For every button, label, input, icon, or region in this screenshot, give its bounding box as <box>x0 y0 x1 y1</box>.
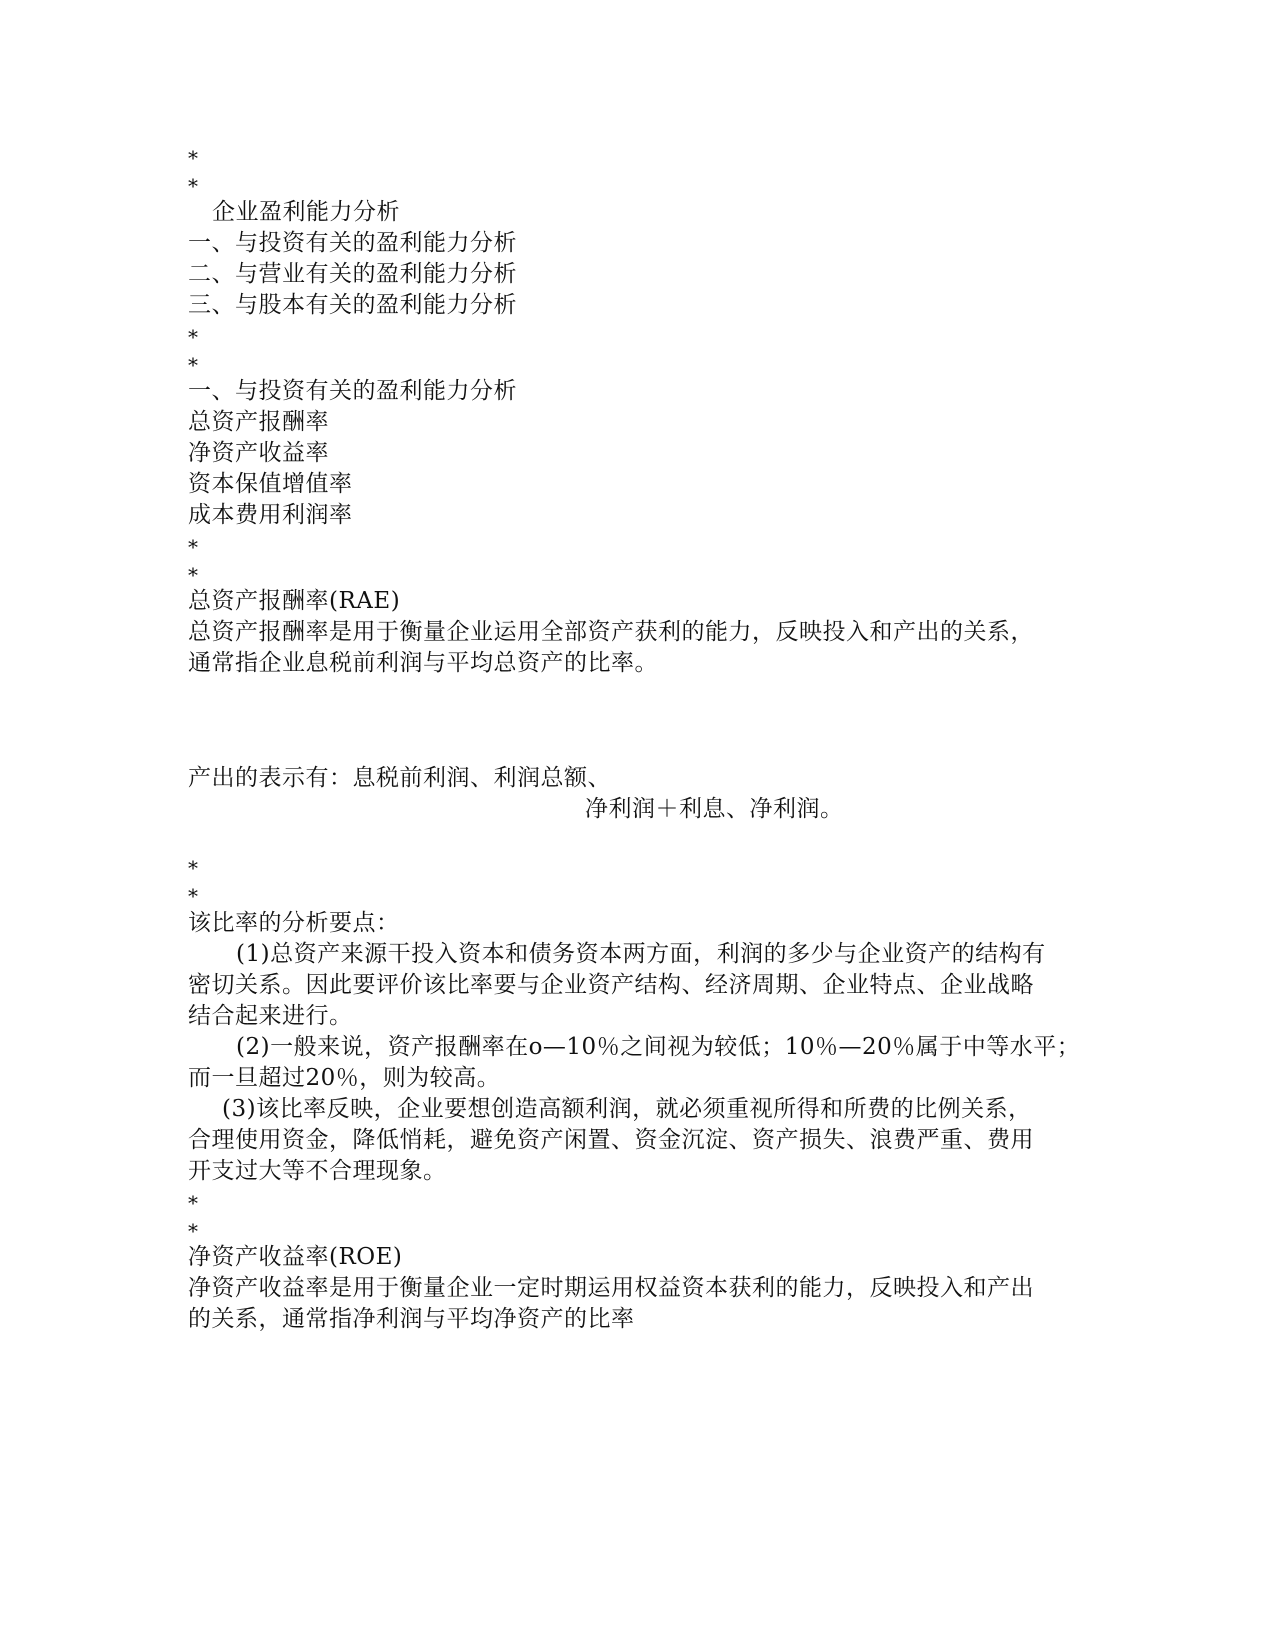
output-measures: 产出的表示有：息税前利润、利润总额、 <box>188 765 611 791</box>
rae-definition: 通常指企业息税前利润与平均总资产的比率。 <box>188 650 658 676</box>
section1-item: 总资产报酬率 <box>188 409 329 435</box>
toc-item-2: 二、与营业有关的盈利能力分析 <box>188 261 517 287</box>
asterisk-marker: * <box>188 353 199 377</box>
rae-heading: 总资产报酬率(RAE) <box>188 588 401 614</box>
section1-item: 资本保值增值率 <box>188 471 353 497</box>
section1-item: 成本费用利润率 <box>188 502 353 528</box>
asterisk-marker: * <box>188 535 199 559</box>
asterisk-marker: * <box>188 856 199 880</box>
rae-definition: 总资产报酬率是用于衡量企业运用全部资产获利的能力，反映投入和产出的关系， <box>188 619 1034 645</box>
asterisk-marker: * <box>188 1219 199 1243</box>
roe-definition: 净资产收益率是用于衡量企业一定时期运用权益资本获利的能力，反映投入和产出 <box>188 1275 1034 1301</box>
output-measures: 净利润＋利息、净利润。 <box>585 796 844 822</box>
document-title: 企业盈利能力分析 <box>212 199 400 225</box>
analysis-point-3: 合理使用资金，降低悄耗，避免资产闲置、资金沉淀、资产损失、浪费严重、费用 <box>188 1127 1034 1153</box>
section1-item: 净资产收益率 <box>188 440 329 466</box>
asterisk-marker: * <box>188 325 199 349</box>
analysis-point-2: 而一旦超过20％，则为较高。 <box>188 1065 501 1091</box>
analysis-point-1: 密切关系。因此要评价该比率要与企业资产结构、经济周期、企业特点、企业战略 <box>188 972 1034 998</box>
analysis-points-heading: 该比率的分析要点： <box>188 910 400 936</box>
toc-item-1: 一、与投资有关的盈利能力分析 <box>188 230 517 256</box>
asterisk-marker: * <box>188 174 199 198</box>
analysis-point-2: (2)一般来说，资产报酬率在o—10％之间视为较低；10％—20％属于中等水平； <box>236 1034 1081 1060</box>
toc-item-3: 三、与股本有关的盈利能力分析 <box>188 292 517 318</box>
roe-heading: 净资产收益率(ROE) <box>188 1244 403 1270</box>
analysis-point-3: (3)该比率反映，企业要想创造高额利润，就必须重视所得和所费的比例关系， <box>222 1096 1032 1122</box>
analysis-point-1: 结合起来进行。 <box>188 1003 353 1029</box>
asterisk-marker: * <box>188 146 199 170</box>
asterisk-marker: * <box>188 1191 199 1215</box>
analysis-point-1: (1)总资产来源干投入资本和债务资本两方面，利润的多少与企业资产的结构有 <box>236 941 1046 967</box>
asterisk-marker: * <box>188 563 199 587</box>
section1-heading: 一、与投资有关的盈利能力分析 <box>188 378 517 404</box>
asterisk-marker: * <box>188 884 199 908</box>
roe-definition: 的关系，通常指净利润与平均净资产的比率 <box>188 1306 635 1332</box>
analysis-point-3: 开支过大等不合理现象。 <box>188 1158 447 1184</box>
